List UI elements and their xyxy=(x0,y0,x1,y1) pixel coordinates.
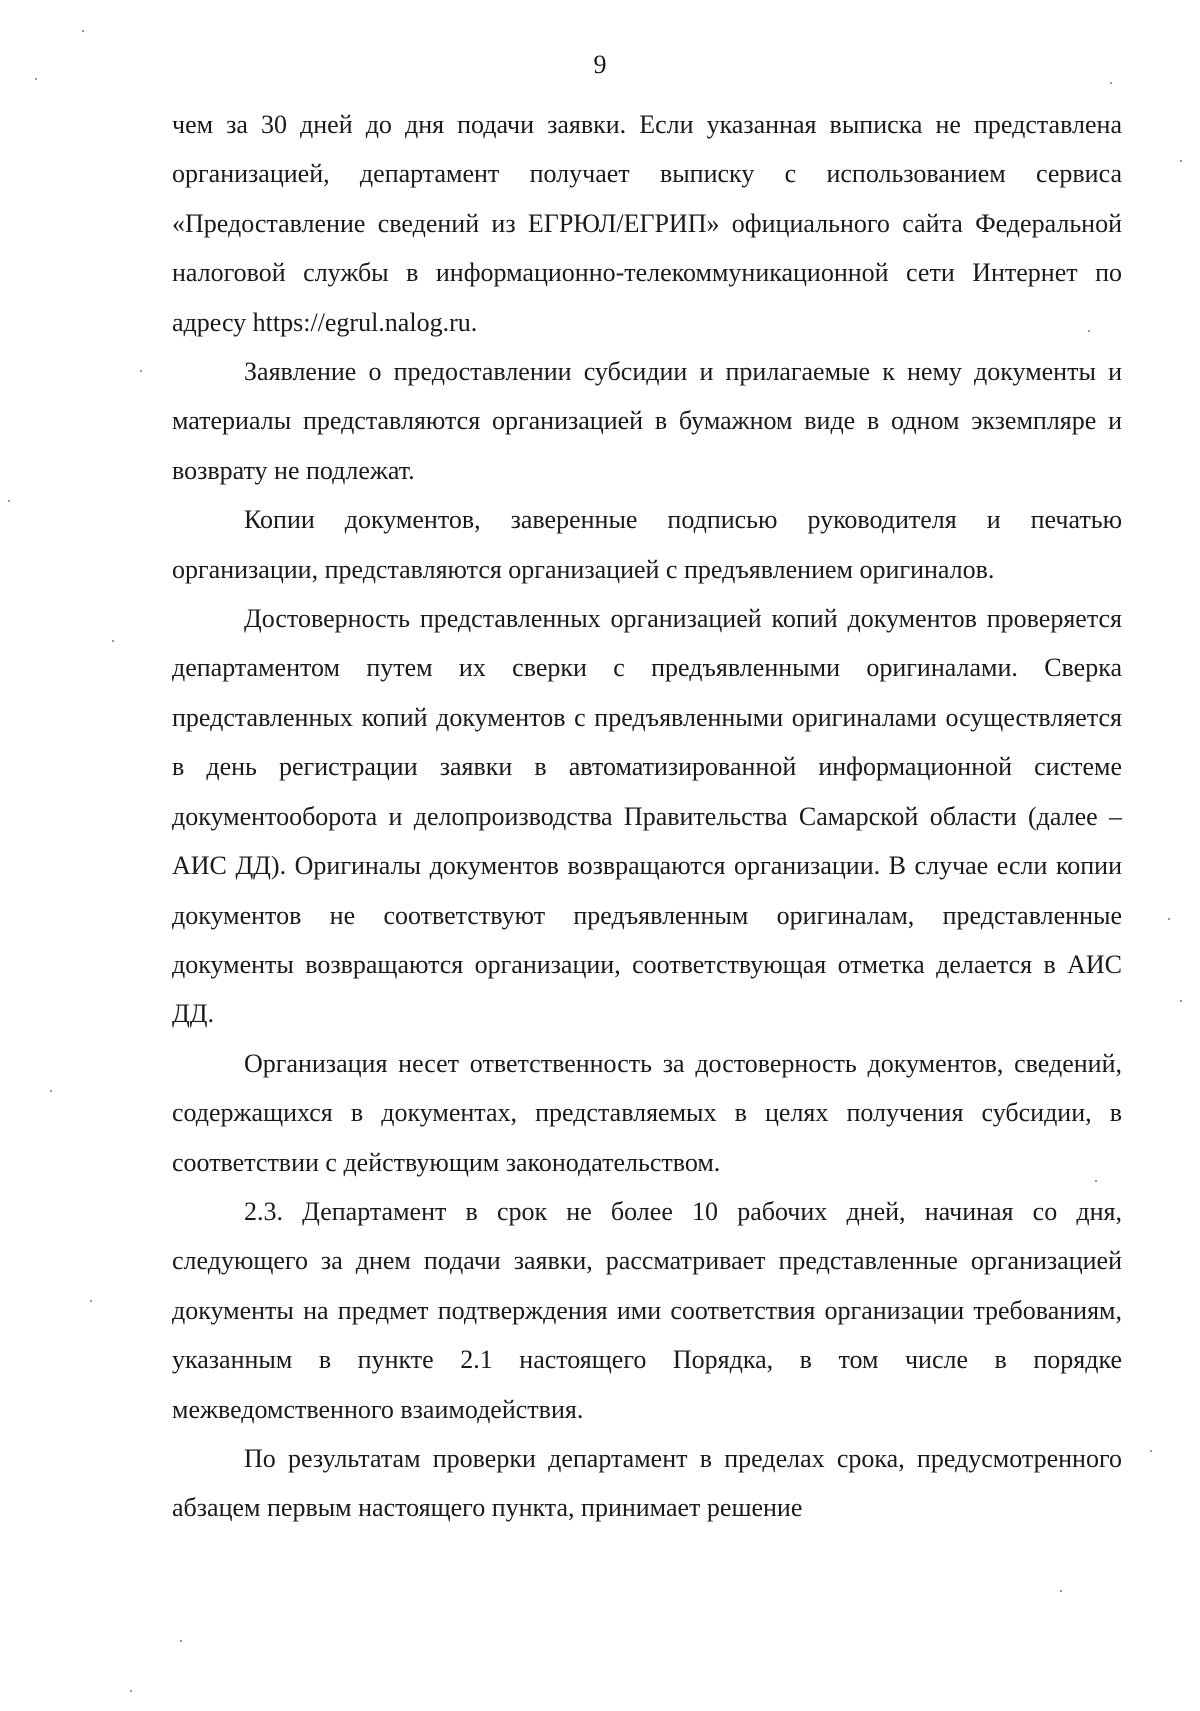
paragraph-application-statement: Заявление о предоставлении субсидии и прилагаемые к нему документы и материалы представляются организацией в бумажном виде в одном экземпляре и возврату не подлежат. xyxy=(172,357,1122,485)
paragraph-section-2-3: 2.3. Департамент в срок не более 10 рабочих дней, начиная со дня, следующего за днем подачи заявки, рассматривает представленные организацией документы на предмет подтверждения ими соответствия организации требованиям, указанным в пункте 2.1 настоящего Порядка, в том числе в порядке межведомственного взаимодействия. xyxy=(172,1196,1122,1424)
scan-speck xyxy=(130,1690,132,1692)
paragraph-document-copies: Копии документов, заверенные подписью руководителя и печатью организации, представляются организацией с предъявлением оригиналов. xyxy=(172,505,1122,584)
scan-speck xyxy=(1095,1180,1097,1182)
scan-speck xyxy=(180,1640,182,1642)
scan-speck xyxy=(1088,330,1090,332)
scan-speck xyxy=(112,640,114,642)
paragraph-responsibility: Организация несет ответственность за достоверность документов, сведений, содержащихся в документах, представляемых в целях получения субсидии, в соответствии с действующим законодательством. xyxy=(172,1048,1122,1177)
page-number: 9 xyxy=(593,50,607,79)
scan-speck xyxy=(1150,1450,1152,1452)
scan-speck xyxy=(50,1090,52,1092)
scan-speck xyxy=(35,78,37,80)
paragraph-continuation: чем за 30 дней до дня подачи заявки. Если указанная выписка не представлена организацией, департамент получает выписку с использованием сервиса «Предоставление сведений из ЕГРЮЛ/ЕГРИП» официального сайта Федеральной налоговой службы в информационно-телекоммуникационной сети Интернет по адресу https://egrul.nalog.ru. xyxy=(172,110,1122,337)
scan-speck xyxy=(140,370,142,372)
scan-speck xyxy=(1110,82,1112,84)
paragraph-check-results: По результатам проверки департамент в пределах срока, предусмотренного абзацем первым настоящего пункта, принимает решение xyxy=(172,1443,1122,1523)
document-body xyxy=(172,100,1122,1533)
scan-speck xyxy=(1060,1590,1062,1592)
scan-speck xyxy=(8,500,10,502)
paragraph-copy-verification: Достоверность представленных организацией копий документов проверяется департаментом путем их сверки с предъявленными оригиналами. Сверка представленных копий документов с предъявленными оригиналами осуществляется в день регистрации заявки в автоматизированной информационной системе документооборота и делопроизводства Правительства Самарской области (далее – АИС ДД). Оригиналы документов возвращаются организации. В случае если копии документов не соответствуют предъявленным оригиналам, представленные документы возвращаются организации, соответствующая отметка делается в АИС ДД. xyxy=(172,604,1122,1029)
scan-speck xyxy=(1168,918,1170,920)
scan-speck xyxy=(1180,160,1182,162)
scan-speck xyxy=(82,30,84,32)
scan-speck xyxy=(1180,1000,1182,1002)
scan-speck xyxy=(90,1300,92,1302)
